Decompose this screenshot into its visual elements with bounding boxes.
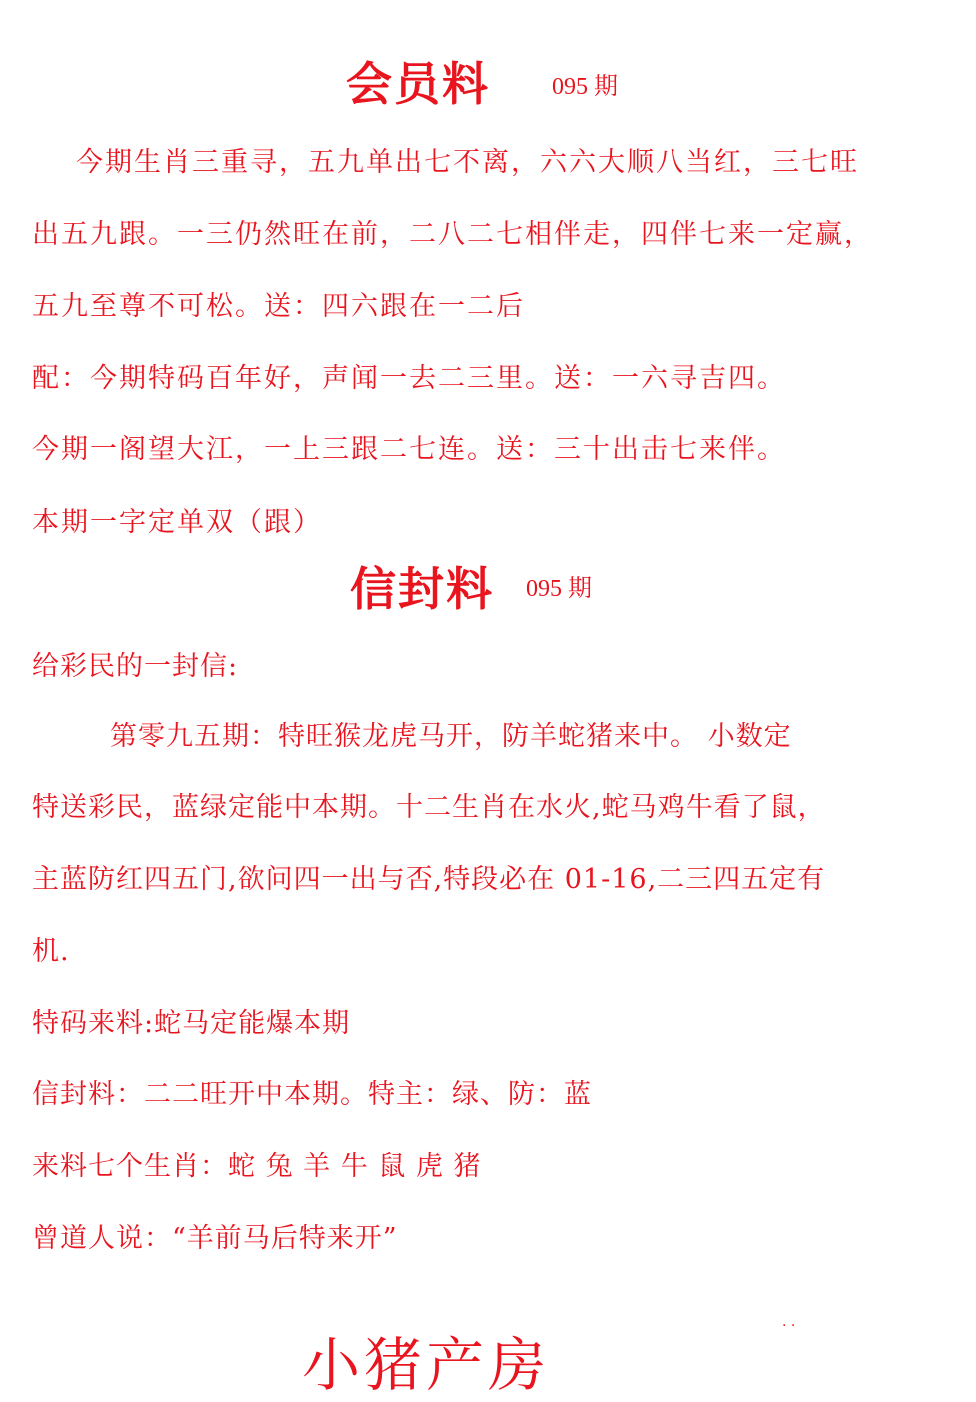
section2-issue: 095 期 [526,576,592,602]
section2-line: 曾道人说：“羊前马后特来开” [32,1223,398,1254]
footer-title: 小猪产房 [302,1331,551,1399]
section1-line: 今期生肖三重寻，五九单出七不离，六六大顺八当红，三七旺 [76,147,859,178]
section2-line: 特送彩民，蓝绿定能中本期。十二生肖在水火,蛇马鸡牛看了鼠， [32,792,826,823]
section2-line: 来料七个生肖：蛇 兔 羊 牛 鼠 虎 猪 [32,1151,482,1182]
section2-line: 特码来料:蛇马定能爆本期 [32,1008,351,1039]
footer-dots: . . [782,1314,796,1330]
section2-line: 给彩民的一封信: [32,651,239,682]
section2-line: 主蓝防红四五门,欲问四一出与否,特段必在 01-16,二三四五定有 [32,864,826,895]
section1-title: 会员料 [346,57,490,111]
section2-title: 信封料 [350,562,494,616]
section1-line: 配：今期特码百年好，声闻一去二三里。送：一六寻吉四。 [32,363,786,394]
section1-line: 今期一阁望大江，一上三跟二七连。送：三十出击七来伴。 [32,434,786,465]
section2-line: 第零九五期：特旺猴龙虎马开，防羊蛇猪来中。 小数定 [110,721,792,752]
section1-line: 本期一字定单双（跟） [32,507,322,538]
section2-line: 信封料：二二旺开中本期。特主：绿、防：蓝 [32,1079,592,1110]
section1-line: 出五九跟。一三仍然旺在前，二八二七相伴走，四伴七来一定赢， [32,219,873,250]
section1-issue: 095 期 [552,74,618,100]
section2-line: 机. [32,936,70,967]
section1-line: 五九至尊不可松。送：四六跟在一二后 [32,291,525,322]
